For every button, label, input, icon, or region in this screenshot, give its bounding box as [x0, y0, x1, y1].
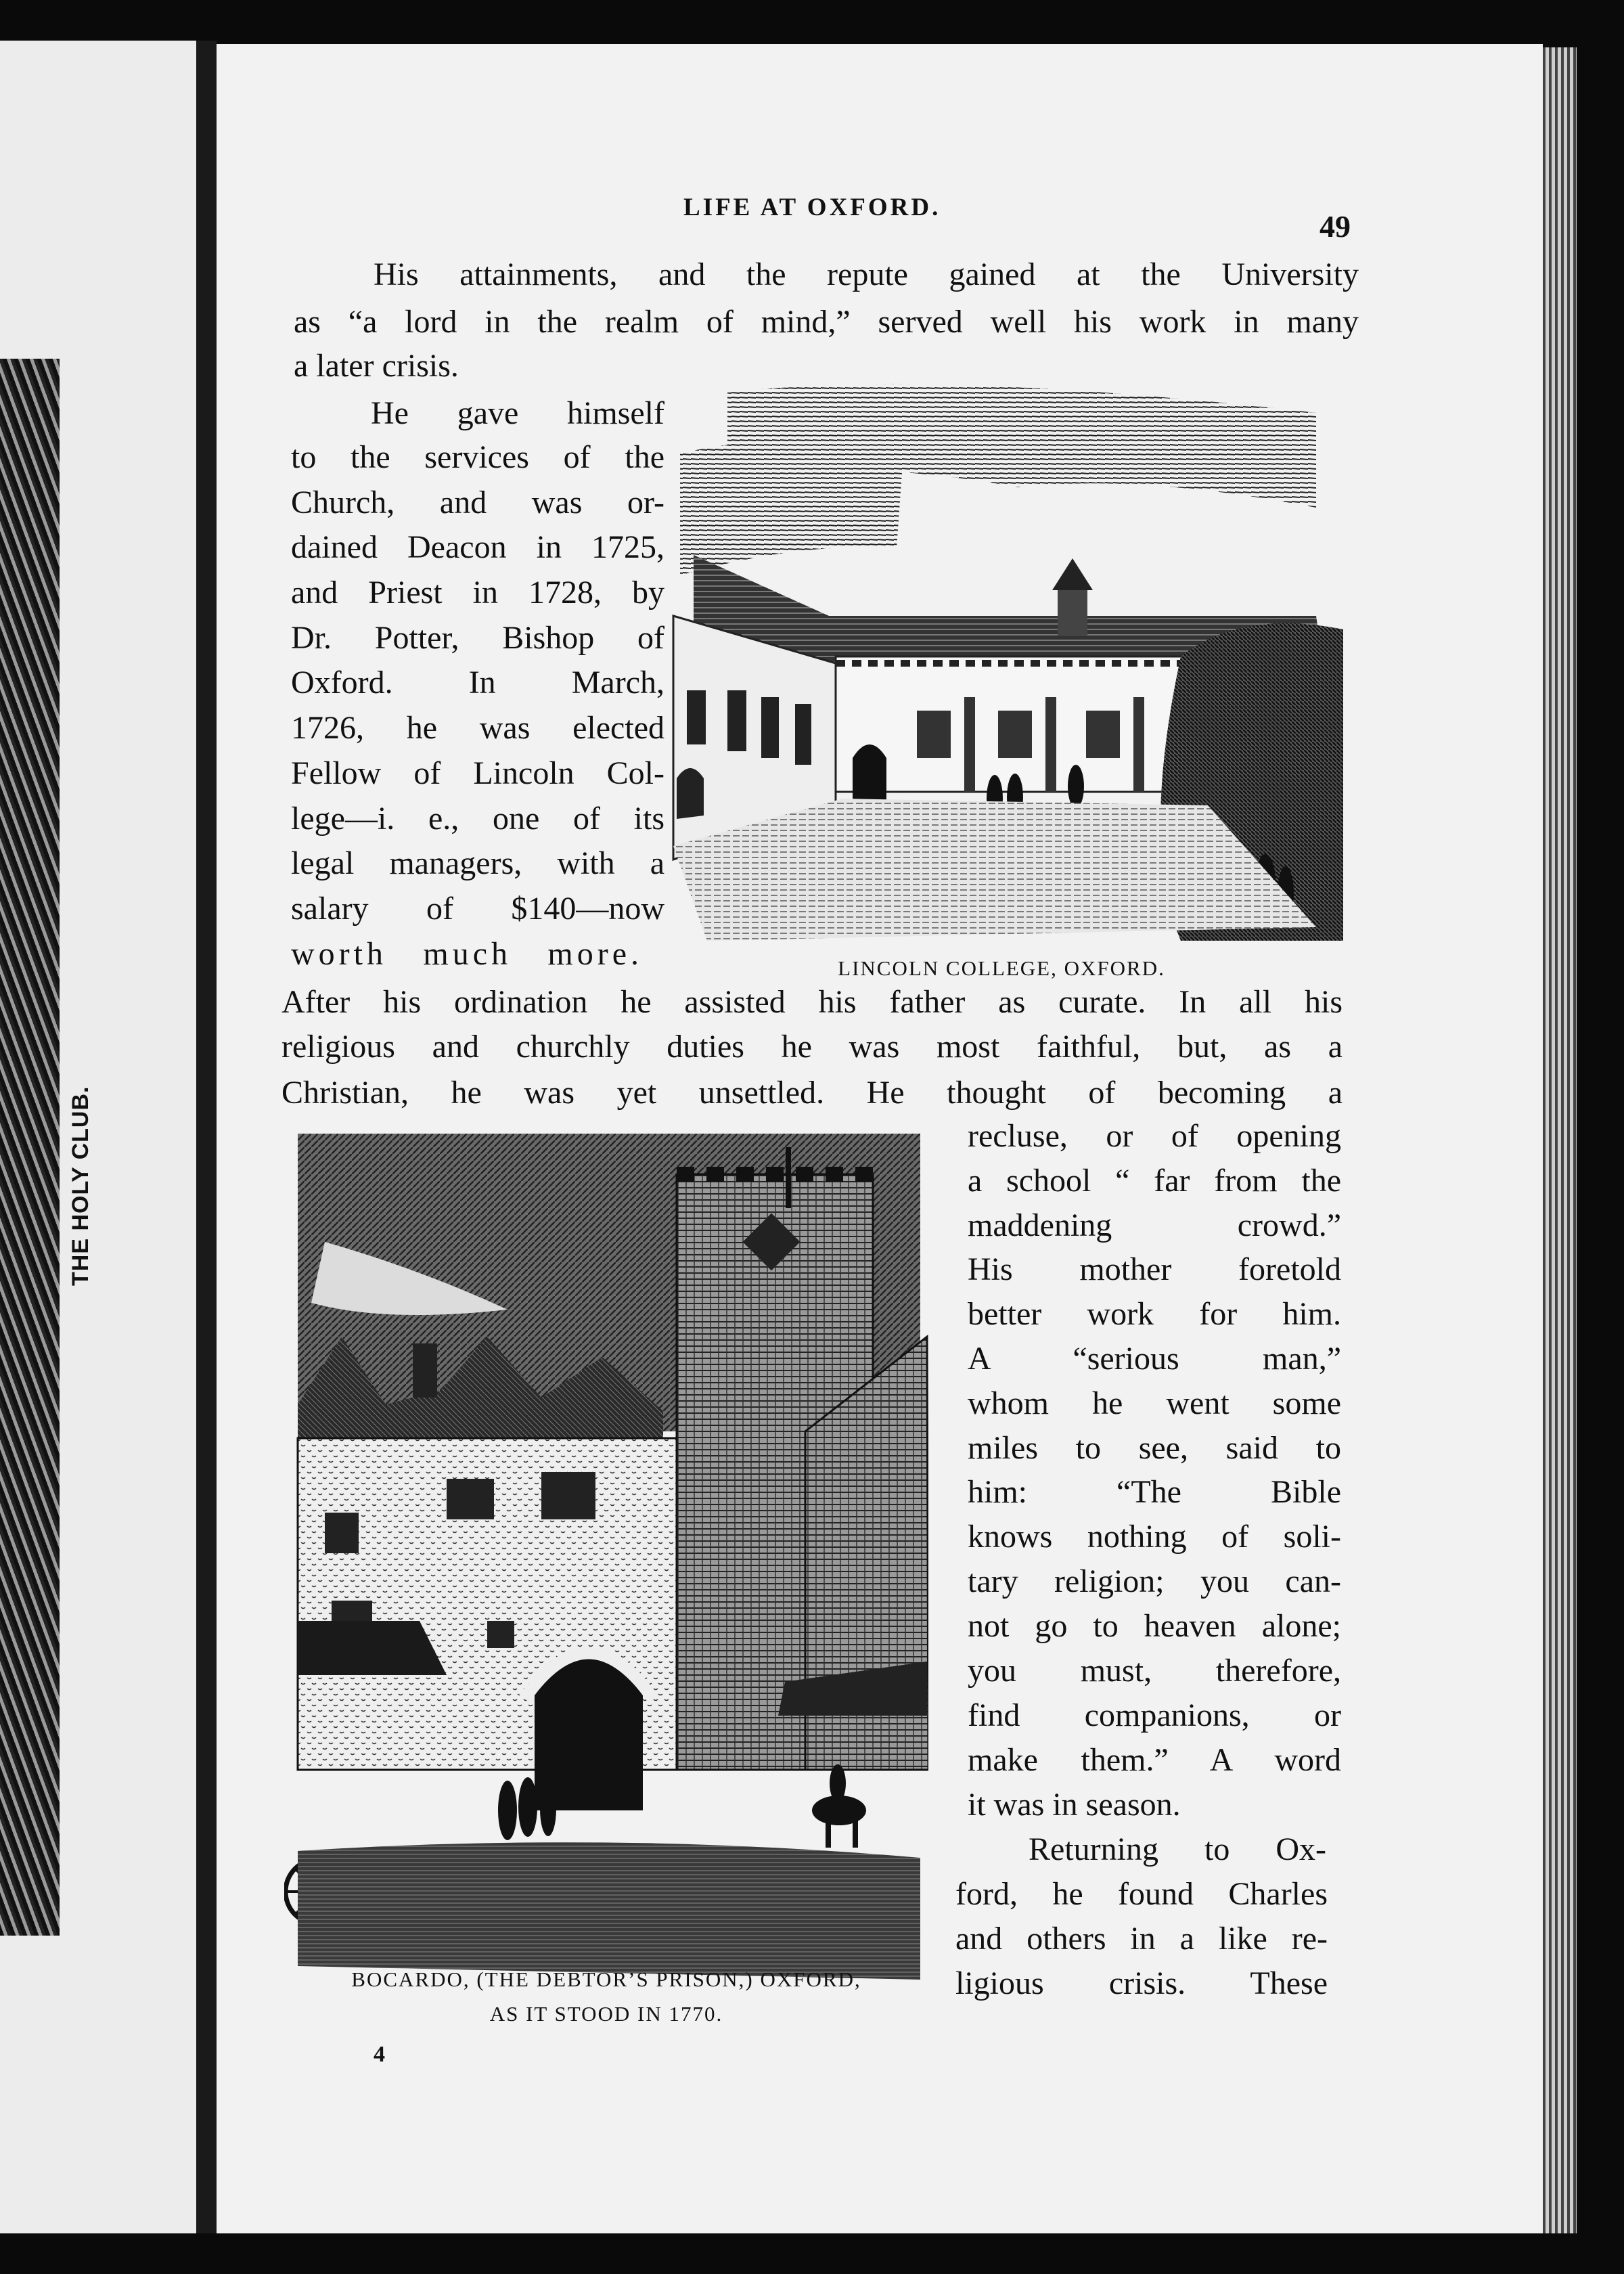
text-line: a school “ far from the — [968, 1163, 1341, 1199]
text-line: ford, he found Charles — [955, 1876, 1328, 1912]
text-line: Returning to Ox- — [1029, 1831, 1326, 1867]
text-line: legal managers, with a — [291, 845, 664, 881]
text-line: A “serious man,” — [968, 1341, 1341, 1377]
text-line: ligious crisis. These — [955, 1965, 1328, 2001]
text-line: tary religion; you can- — [968, 1563, 1341, 1599]
previous-page — [0, 41, 196, 2233]
text-line: make them.” A word — [968, 1742, 1341, 1778]
lincoln-college-engraving — [667, 372, 1351, 948]
text-line: a later crisis. — [294, 348, 459, 384]
text-line: it was in season. — [968, 1787, 1181, 1823]
text-line: Christian, he was yet unsettled. He thought of becoming a — [281, 1075, 1343, 1111]
book-gutter — [196, 41, 217, 2233]
text-line: He gave himself — [371, 395, 664, 431]
text-line: better work for him. — [968, 1296, 1341, 1332]
text-line: Fellow of Lincoln Col- — [291, 755, 664, 791]
text-line: maddening crowd.” — [968, 1207, 1341, 1243]
text-line: him: “The Bible — [968, 1474, 1341, 1510]
figure-caption-lincoln: LINCOLN COLLEGE, OXFORD. — [838, 956, 1165, 980]
text-line: lege—i. e., one of its — [291, 801, 664, 837]
text-line: 1726, he was elected — [291, 710, 664, 746]
text-line: and others in a like re- — [955, 1921, 1328, 1957]
text-line: you must, therefore, — [968, 1653, 1341, 1689]
text-line: recluse, or of opening — [968, 1118, 1341, 1154]
text-line: find companions, or — [968, 1697, 1341, 1733]
figure-caption-bocardo-line2: AS IT STOOD IN 1770. — [489, 2002, 723, 2026]
text-line: After his ordination he assisted his father as curate. In all his — [281, 984, 1343, 1020]
previous-page-running-head: THE HOLY CLUB. — [68, 1086, 93, 1286]
text-line: as “a lord in the realm of mind,” served well his work in many — [294, 304, 1359, 340]
bocardo-prison-engraving — [284, 1134, 928, 1986]
text-line: His mother foretold — [968, 1251, 1341, 1287]
text-line: His attainments, and the repute gained at the University — [374, 257, 1359, 292]
text-line: knows nothing of soli- — [968, 1519, 1341, 1555]
text-line: and Priest in 1728, by — [291, 575, 664, 610]
text-line: Oxford. In March, — [291, 665, 664, 700]
text-line: salary of $140—now — [291, 891, 664, 927]
text-line: religious and churchly duties he was most faithful, but, as a — [281, 1029, 1343, 1065]
text-line: Church, and was or- — [291, 485, 664, 520]
page-number: 49 — [1320, 209, 1351, 244]
text-line: not go to heaven alone; — [968, 1608, 1341, 1644]
previous-page-illustration — [0, 359, 60, 1936]
page-edges — [1543, 47, 1577, 2233]
text-line: Dr. Potter, Bishop of — [291, 620, 664, 656]
figure-caption-bocardo-line1: BOCARDO, (THE DEBTOR’S PRISON,) OXFORD, — [351, 1967, 861, 1991]
text-line: dained Deacon in 1725, — [291, 529, 664, 565]
text-line: worth much more. — [291, 936, 643, 972]
text-line: miles to see, said to — [968, 1430, 1341, 1466]
signature-mark: 4 — [374, 2042, 385, 2067]
text-line: whom he went some — [968, 1385, 1341, 1421]
running-head: LIFE AT OXFORD. — [683, 194, 941, 221]
text-line: to the services of the — [291, 439, 664, 475]
